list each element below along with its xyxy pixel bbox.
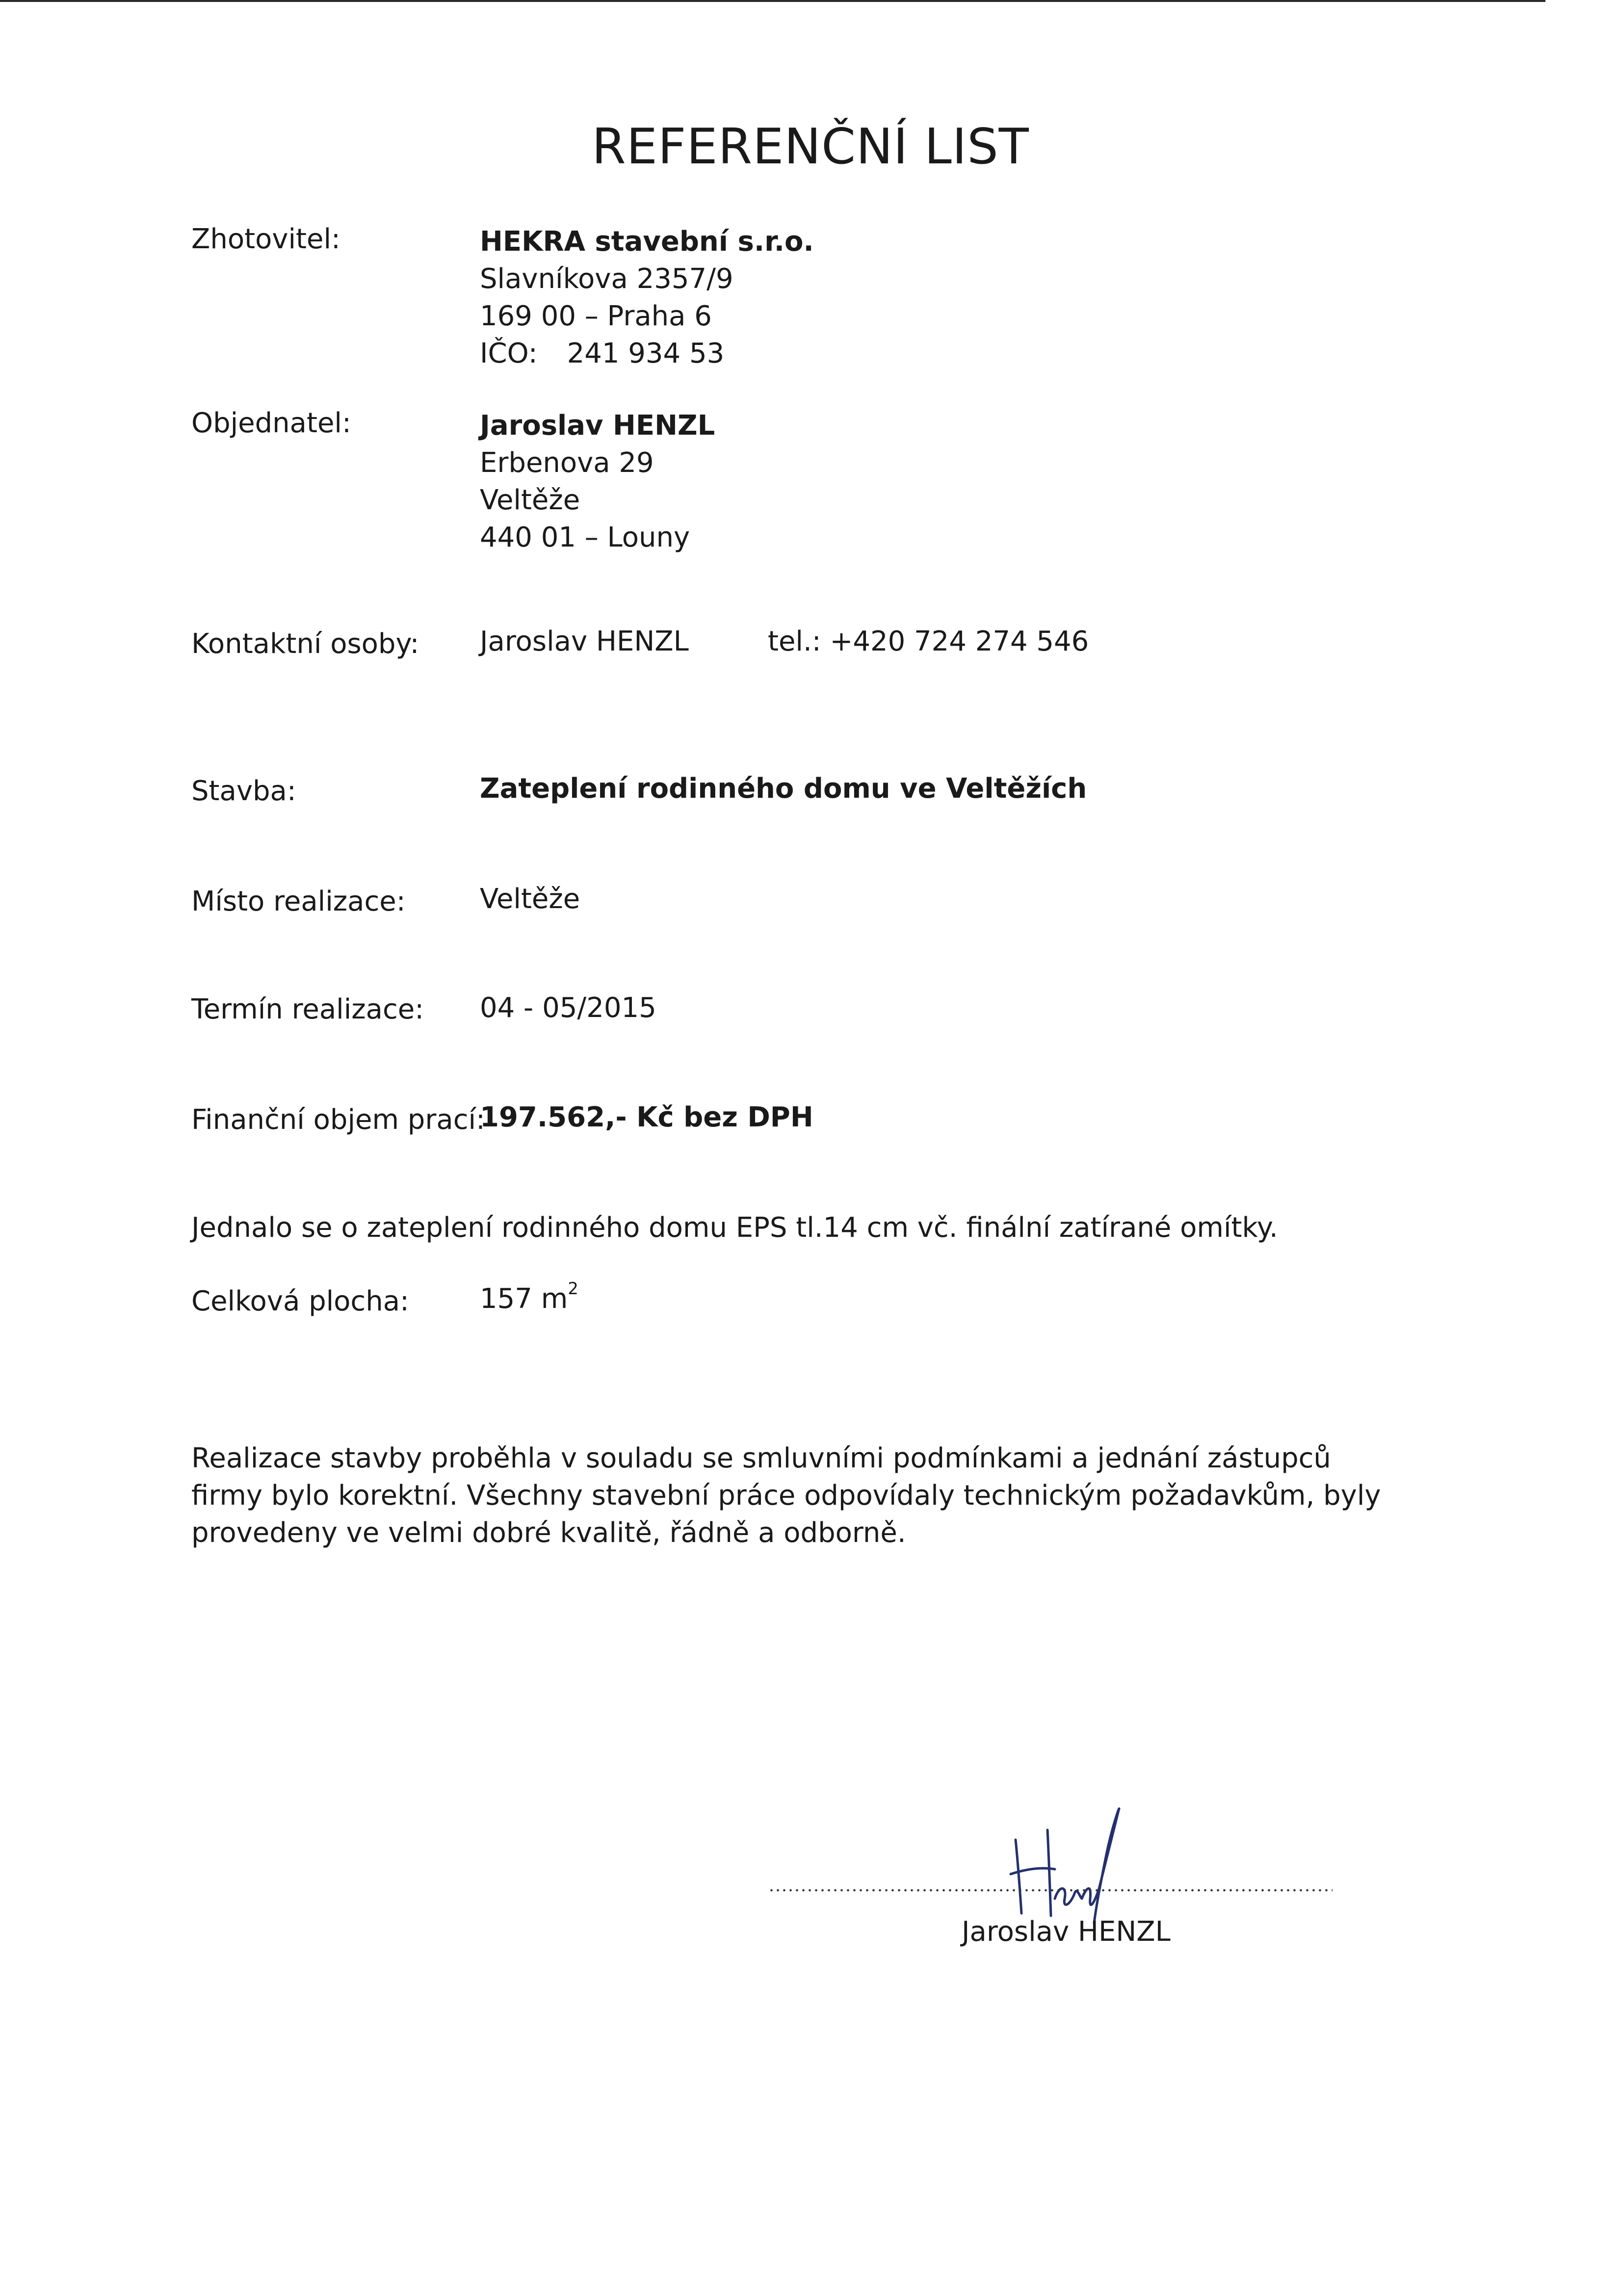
contractor-label: Zhotovitel: [191,223,340,255]
area-value [480,1279,578,1315]
project-value: Zateplení rodinného domu ve Veltěžích [480,773,1087,805]
area-exponent: 2 [568,1279,578,1299]
client-label: Objednatel: [191,407,351,439]
page-title: REFERENČNÍ LIST [592,118,1029,175]
term-value: 04 - 05/2015 [480,992,656,1024]
handwritten-signature [996,1800,1133,1928]
client-town: Veltěže [480,484,580,516]
description-text: Jednalo se o zateplení rodinného domu EPS tl.14 cm vč. finální zatírané omítky. [191,1212,1278,1244]
contact-phone: tel.: +420 724 274 546 [768,626,1089,657]
contractor-block [480,223,814,372]
project-label: Stavba: [191,775,296,807]
signatory-name: Jaroslav HENZL [962,1916,1171,1948]
client-name: Jaroslav HENZL [480,410,715,442]
contractor-street: Slavníkova 2357/9 [480,263,733,295]
contractor-city: 169 00 – Praha 6 [480,300,712,332]
client-city: 440 01 – Louny [480,522,690,553]
area-number: 157 m [480,1283,568,1315]
evaluation-text: Realizace stavby proběhla v souladu se smluvními podmínkami a jednání zástupců firmy bylo korektní. Všechny stavební práce odpovídaly technickým požadavkům, byly provedeny ve velmi dobré kvalitě, řádně a odborně. [191,1442,1381,1549]
ico-value: 241 934 53 [567,338,725,369]
top-border-line [0,0,1545,2]
location-value: Veltěže [480,883,580,915]
contact-label: Kontaktní osoby: [191,628,419,660]
finance-value: 197.562,- Kč bez DPH [480,1101,813,1133]
client-street: Erbenova 29 [480,447,654,479]
contact-name: Jaroslav HENZL [480,626,689,657]
client-block [480,407,715,556]
term-label: Termín realizace: [191,993,424,1025]
signature-line [768,1889,1333,1892]
contractor-ico [480,335,814,372]
location-label: Místo realizace: [191,886,406,917]
ico-label: IČO: [480,338,538,369]
area-label: Celková plocha: [191,1285,409,1317]
finance-label: Finanční objem prací: [191,1104,485,1136]
contractor-name: HEKRA stavební s.r.o. [480,226,814,258]
